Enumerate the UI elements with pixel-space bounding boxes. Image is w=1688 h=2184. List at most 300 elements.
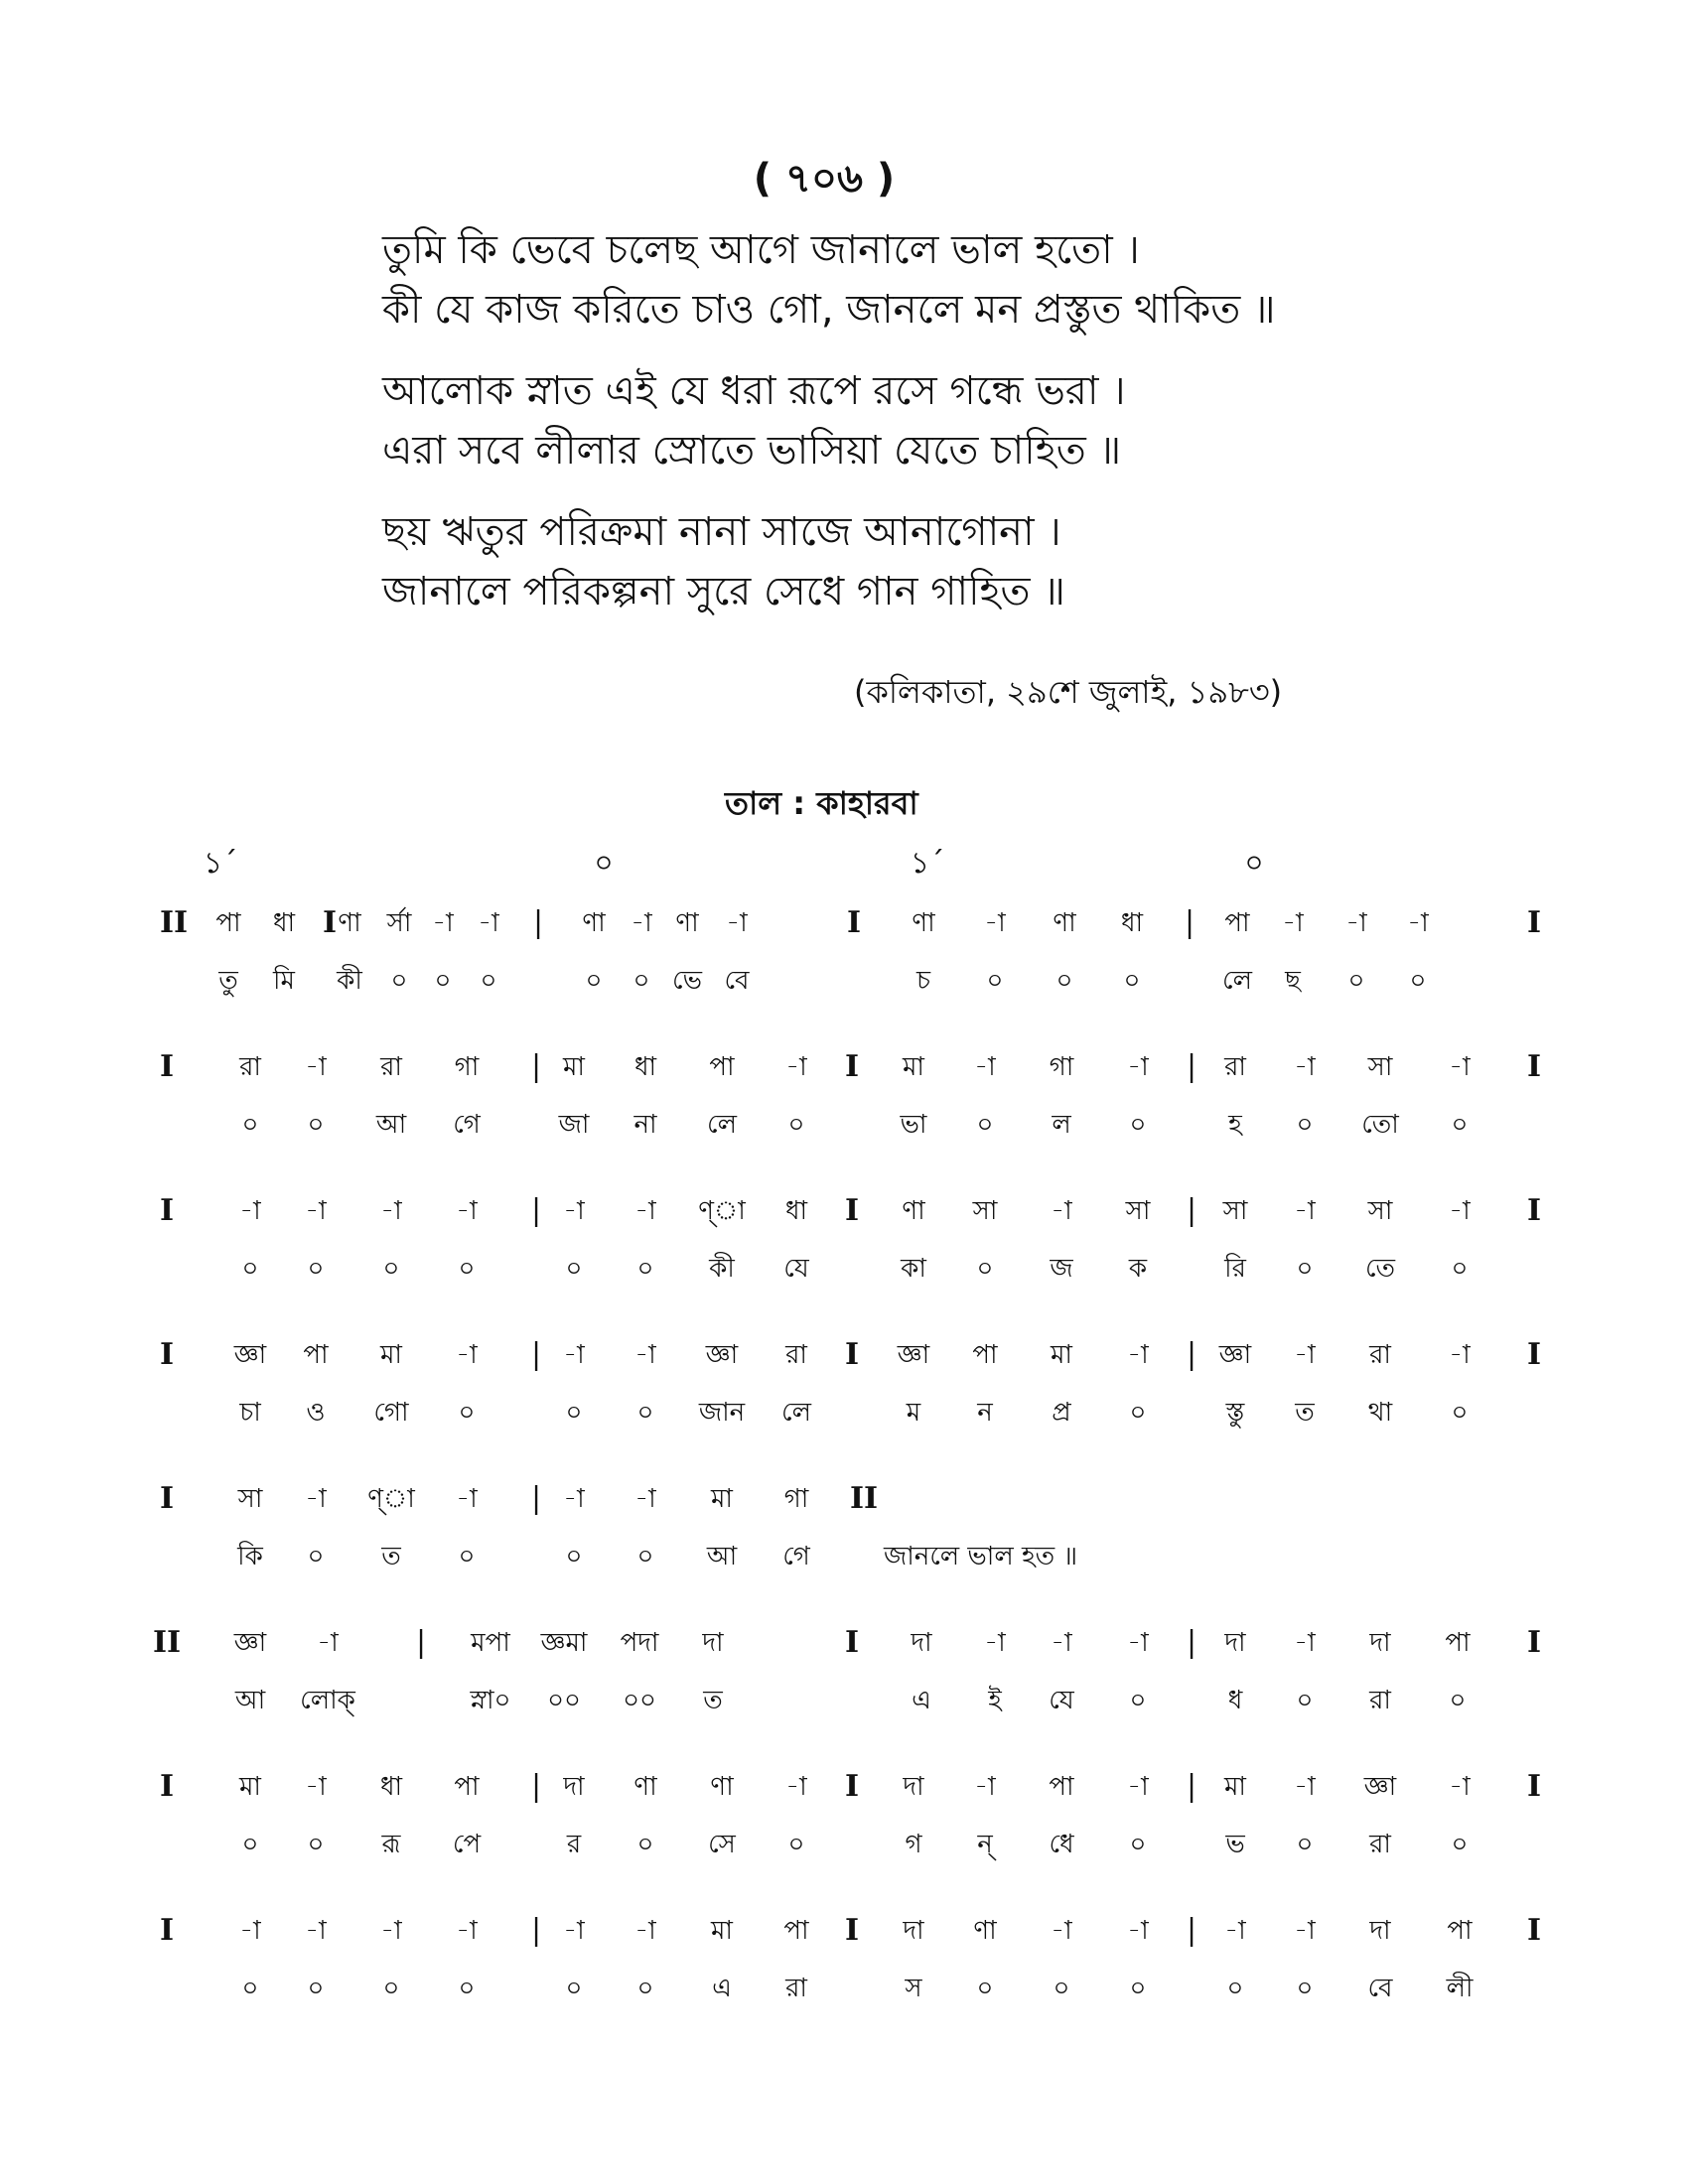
poem-line: জানালে পরিকল্পনা সুরে সেধে গান গাহিত ॥ [382,569,1065,614]
lyric-syllable: বে [724,966,750,996]
lyric-syllable: ০ [241,1830,259,1859]
swara-note: -া [380,1916,402,1946]
lyric-syllable: ০ [1296,1830,1314,1859]
swara-note: পা [783,1916,809,1946]
lyric-syllable: ছ [1285,966,1301,996]
swara-note: ণা [633,1772,657,1802]
lyric-row [0,956,1688,1014]
lyric-syllable: লে [1222,966,1252,996]
swara-note: দা [1369,1628,1391,1658]
swara-note: দা [1369,1916,1391,1946]
swara-note: দা [702,1628,724,1658]
lyric-syllable: পে [452,1830,482,1859]
swara-row [0,1186,1688,1244]
swara-note: -া [1294,1196,1316,1226]
swara-note: সা [1125,1196,1151,1226]
lyric-syllable: জান [698,1398,746,1428]
lyric-syllable: রি [1224,1254,1246,1284]
lyric-syllable: ০ [633,966,650,996]
lyric-syllable: ০ [307,1110,325,1140]
lyric-syllable: তু [218,966,238,996]
swara-note: সা [972,1196,998,1226]
swara-note: মা [380,1340,402,1370]
notation-block [0,1042,1688,1186]
lyric-syllable: ০ [1449,1686,1467,1715]
lyric-syllable: সে [708,1830,736,1859]
lyric-syllable: ম [906,1398,921,1428]
swara-note: মা [1051,1340,1072,1370]
beat-marker-row [0,839,1688,879]
lyric-syllable: ০ [976,1110,994,1140]
swara-note: -া [1449,1052,1471,1082]
notation-block [0,1330,1688,1474]
lyric-syllable: না [633,1110,657,1140]
swara-note: মা [1224,1772,1246,1802]
lyric-syllable: র [566,1830,582,1859]
bar-line: I [1526,1769,1542,1804]
bar-line: I [159,1769,175,1804]
lyric-syllable: ০ [565,1542,583,1571]
swara-row [0,1906,1688,1964]
swara-note: -া [239,1916,261,1946]
beat-marker-khali: ০ [1244,846,1264,881]
bar-line: I [159,1193,175,1228]
lyric-syllable: ০ [390,966,408,996]
swara-note: মা [239,1772,261,1802]
swara-note: রা [239,1052,261,1082]
lyric-syllable: বে [1367,1974,1393,2003]
lyric-syllable: যে [1049,1686,1074,1715]
lyric-row [0,1100,1688,1158]
lyric-syllable: ভা [900,1110,927,1140]
bar-line: I [844,1625,860,1660]
swara-note: -া [478,908,499,938]
swara-note: ণা [1053,908,1076,938]
swara-row [0,1042,1688,1100]
swara-note: -া [563,1916,585,1946]
notation-block [0,898,1688,1042]
swara-note: জ্ঞা [897,1340,930,1370]
bar-line: I [1526,1049,1542,1084]
lyric-row [0,1820,1688,1877]
lyric-syllable: রা [785,1974,807,2003]
swara-note: -া [785,1772,807,1802]
lyric-syllable: ০ [1129,1110,1147,1140]
swara-note: ণা [973,1916,997,1946]
swara-note: -া [631,908,652,938]
lyric-syllable: ০ [636,1830,654,1859]
swara-note: গা [1049,1052,1074,1082]
bar-line: I [1526,1913,1542,1948]
bar-line: I [844,1193,860,1228]
swara-note: -া [380,1196,402,1226]
swara-note: ণা [902,1196,925,1226]
swara-note: রা [380,1052,402,1082]
swara-note: -া [1294,1052,1316,1082]
swara-note: রা [1369,1340,1391,1370]
lyric-row [0,1244,1688,1301]
swara-note: জ্ঞা [233,1628,267,1658]
swara-note: পা [709,1052,735,1082]
swara-note: -া [1282,908,1304,938]
swara-note: পা [1224,908,1250,938]
lyric-syllable: ন [977,1398,993,1428]
stanza-1 [382,220,1524,340]
bar-line: I [844,1769,860,1804]
lyric-syllable: ০ [1129,1974,1147,2003]
lyric-syllable: ০ [1055,966,1073,996]
lyric-syllable: থা [1367,1398,1393,1428]
lyric-syllable: ০ [1347,966,1365,996]
poem-line: এরা সবে লীলার স্রোতে ভাসিয়া যেতে চাহিত ॥ [382,428,1122,474]
swara-note: পদা [620,1628,659,1658]
lyric-syllable: ০০ [623,1686,656,1715]
lyric-row [0,1388,1688,1445]
swara-note: ণা [710,1772,734,1802]
lyric-syllable: তো [1361,1110,1399,1140]
lyric-syllable: ০ [1409,966,1427,996]
dateline: (কলিকাতা, ২৯শে জুলাই, ১৯৮৩) [854,673,1283,711]
notation-block [0,1474,1688,1618]
lyric-syllable: ০ [1123,966,1141,996]
lyric-syllable: ভ [1225,1830,1245,1859]
lyric-syllable: ০ [458,1254,476,1284]
swara-note: ণা [912,908,935,938]
double-bar-line: II [152,1625,182,1660]
swara-note: -া [634,1340,656,1370]
lyric-syllable: ০ [458,1974,476,2003]
swara-note: ণা [582,908,606,938]
lyric-syllable: ০ [1226,1974,1244,2003]
lyric-syllable: যে [783,1254,809,1284]
lyric-syllable: ০ [480,966,497,996]
lyric-syllable: ০ [1451,1110,1469,1140]
beat-divider: | [530,1913,542,1948]
swara-note: জ্ঞা [705,1340,739,1370]
lyric-syllable: লে [781,1398,811,1428]
swara-note: -া [305,1916,327,1946]
lyric-syllable: আ [234,1686,266,1715]
lyric-syllable: ০ [458,1398,476,1428]
swara-note: -া [1294,1772,1316,1802]
lyric-syllable: ০ [1296,1254,1314,1284]
bar-line: I [322,905,338,940]
lyric-syllable: ০ [636,1254,654,1284]
beat-divider: | [1186,1913,1197,1948]
swara-note: -া [1407,908,1429,938]
poem-line: আলোক স্নাত এই যে ধরা রূপে রসে গন্ধে ভরা । [382,368,1126,414]
lyric-syllable: গে [782,1542,810,1571]
lyric-syllable: স্না০ [470,1686,511,1715]
swara-note: -া [974,1052,996,1082]
swara-note: জ্ঞা [1363,1772,1397,1802]
swara-note: -া [1051,1628,1072,1658]
bar-line: I [844,1337,860,1372]
beat-divider: | [1186,1625,1197,1660]
swara-note: ণ্‌া [698,1196,746,1226]
double-bar-line: II [159,905,189,940]
notation-table [0,898,1688,2050]
beat-marker-tali: ১´ [203,846,238,881]
beat-divider: | [1186,1193,1197,1228]
swara-note: -া [1294,1340,1316,1370]
swara-note: ণ্‌া [367,1484,415,1514]
swara-note: -া [456,1340,478,1370]
swara-note: -া [305,1196,327,1226]
swara-note: -া [1051,1916,1072,1946]
swara-note: -া [1127,1052,1149,1082]
swara-note: -া [726,908,748,938]
lyric-syllable: ০ [1129,1830,1147,1859]
lyric-syllable: লোক্‌ [300,1686,355,1715]
lyric-syllable: ০ [307,1974,325,2003]
swara-note: ণা [675,908,699,938]
beat-marker-tali: ১´ [910,846,945,881]
poem [382,220,1524,643]
swara-note: মা [563,1052,585,1082]
lyric-syllable: রূ [381,1830,401,1859]
lyric-syllable: ০ [565,1254,583,1284]
lyric-syllable: ০০ [547,1686,581,1715]
lyric-syllable: ত [381,1542,401,1571]
bar-line: I [159,1049,175,1084]
swara-note: -া [305,1052,327,1082]
swara-note: জ্ঞমা [540,1628,588,1658]
page-number: ( ৭০৬ ) [753,156,896,202]
swara-note: দা [1224,1628,1246,1658]
swara-note: মপা [471,1628,510,1658]
beat-divider: | [1184,905,1196,940]
beat-divider: | [415,1625,427,1660]
lyric-syllable: ০ [1129,1686,1147,1715]
beat-divider: | [530,1049,542,1084]
notation-block [0,1762,1688,1906]
lyric-syllable: গো [373,1398,409,1428]
swara-note: দা [903,1916,924,1946]
lyric-syllable: ০ [241,1254,259,1284]
lyric-syllable: কি [237,1542,263,1571]
swara-note: পা [1445,1628,1471,1658]
lyric-syllable: ধে [1049,1830,1074,1859]
swara-note: মা [711,1916,733,1946]
swara-note: -া [305,1484,327,1514]
poem-line: কী যে কাজ করিতে চাও গো, জানলে মন প্রস্তুত থাকিত ॥ [382,287,1276,333]
lyric-syllable: রা [1369,1686,1391,1715]
lyric-syllable: ০ [1451,1830,1469,1859]
swara-note: রা [1224,1052,1246,1082]
swara-row [0,1330,1688,1388]
beat-marker-khali: ০ [594,846,614,881]
swara-row [0,1762,1688,1820]
bar-line: I [159,1337,175,1372]
tala-heading: তাল : কাহারবা [725,784,918,822]
lyric-syllable: ০ [1451,1254,1469,1284]
lyric-syllable: ০ [636,1974,654,2003]
lyric-row [0,1964,1688,2021]
swara-note: সা [1367,1196,1393,1226]
lyric-syllable: ০ [636,1542,654,1571]
swara-note: র্সা [386,908,412,938]
lyric-syllable: ০ [1129,1398,1147,1428]
swara-row [0,898,1688,956]
lyric-syllable: ০ [434,966,452,996]
lyric-syllable: ভে [672,966,702,996]
lyric-syllable: গ [905,1830,922,1859]
swara-note: -া [305,1772,327,1802]
lyric-syllable: কী [709,1254,735,1284]
swara-note: সা [237,1484,263,1514]
swara-note: মা [711,1484,733,1514]
lyric-syllable: এ [912,1686,931,1715]
swara-note: -া [1449,1196,1471,1226]
lyric-syllable: ০ [1451,1398,1469,1428]
swara-note: গা [454,1052,480,1082]
swara-row [0,1618,1688,1676]
swara-note: পা [972,1340,998,1370]
beat-divider: | [1186,1337,1197,1372]
swara-note: গা [783,1484,809,1514]
lyric-syllable: ০ [787,1830,805,1859]
lyric-syllable: ০ [1296,1686,1314,1715]
swara-note: ধা [272,908,296,938]
beat-divider: | [1186,1769,1197,1804]
lyric-syllable: ক [1128,1254,1148,1284]
swara-note: -া [1224,1916,1246,1946]
swara-note: -া [1127,1628,1149,1658]
poem-line: ছয় ঋতুর পরিক্রমা নানা সাজে আনাগোনা । [382,509,1061,555]
swara-note: -া [634,1196,656,1226]
swara-note: -া [563,1484,585,1514]
swara-note: -া [1294,1628,1316,1658]
swara-note: -া [239,1196,261,1226]
swara-note: -া [317,1628,339,1658]
lyric-syllable: ০ [976,1974,994,2003]
lyric-syllable: ল [1052,1110,1071,1140]
lyric-syllable: রা [1369,1830,1391,1859]
swara-note: -া [563,1340,585,1370]
lyric-syllable: আ [375,1110,407,1140]
lyric-syllable: ধ [1227,1686,1243,1715]
lyric-syllable: কা [901,1254,926,1284]
swara-note: -া [1127,1772,1149,1802]
lyric-row [0,1532,1688,1589]
lyric-syllable: ত [1295,1398,1315,1428]
lyric-syllable: ০ [382,1254,400,1284]
beat-divider: | [530,1481,542,1516]
lyric-syllable: এ [712,1974,732,2003]
swara-note: -া [1051,1196,1072,1226]
lyric-syllable: কী [337,966,362,996]
lyric-syllable: ও [306,1398,326,1428]
swara-note: -া [974,1772,996,1802]
swara-note: পা [454,1772,480,1802]
bar-line: I [846,905,862,940]
notation-block [0,1618,1688,1762]
lyric-syllable: ০ [241,1974,259,2003]
lyric-syllable: চা [239,1398,261,1428]
swara-note: -া [432,908,454,938]
lyric-syllable: ০ [585,966,603,996]
lyric-syllable: ০ [986,966,1004,996]
swara-note: -া [984,908,1006,938]
lyric-syllable: ০ [976,1254,994,1284]
double-bar-line: II [849,1481,879,1516]
bar-line: I [844,1913,860,1948]
notation-block [0,1186,1688,1330]
lyric-syllable: ০ [787,1110,805,1140]
swara-note: -া [1449,1340,1471,1370]
stanza-3 [382,502,1524,621]
lyric-syllable: স [905,1974,922,2003]
swara-note: -া [456,1484,478,1514]
swara-note: -া [1345,908,1367,938]
lyric-syllable: ন্‌ [977,1830,993,1859]
lyric-syllable: ত [703,1686,723,1715]
lyric-syllable: ০ [382,1974,400,2003]
bar-line: I [159,1913,175,1948]
swara-note: -া [1294,1916,1316,1946]
lyric-syllable: ০ [307,1542,325,1571]
lyric-syllable: প্র [1052,1398,1071,1428]
bar-line: I [844,1049,860,1084]
lyric-syllable: মি [273,966,295,996]
swara-note: রা [785,1340,807,1370]
lyric-syllable: ০ [307,1254,325,1284]
bar-line: I [1526,1625,1542,1660]
swara-note: ধা [1120,908,1144,938]
swara-note: ধা [379,1772,403,1802]
swara-note: সা [1367,1052,1393,1082]
lyric-syllable: তে [1364,1254,1396,1284]
lyric-syllable: ০ [1296,1110,1314,1140]
poem-line: তুমি কি ভেবে চলেছ আগে জানালে ভাল হতো । [382,227,1140,273]
beat-divider: | [530,1193,542,1228]
swara-note: পা [215,908,241,938]
lyric-syllable: জা [558,1110,590,1140]
lyric-row [0,1676,1688,1733]
swara-note: -া [634,1484,656,1514]
lyric-syllable: হ [1228,1110,1242,1140]
lyric-syllable: জ [1050,1254,1073,1284]
swara-note: -া [984,1628,1006,1658]
lyric-syllable: লী [1446,1974,1474,2003]
lyric-syllable: ০ [241,1110,259,1140]
lyric-syllable: চ [915,966,931,996]
swara-note: জ্ঞা [233,1340,267,1370]
swara-row [0,1474,1688,1532]
swara-note: -া [1127,1340,1149,1370]
swara-note: দা [911,1628,932,1658]
lyric-syllable: ০ [307,1830,325,1859]
lyric-syllable: ০ [458,1542,476,1571]
swara-note: দা [903,1772,924,1802]
lyric-syllable: ০ [565,1398,583,1428]
swara-note: ধা [784,1196,808,1226]
beat-divider: | [530,1337,542,1372]
swara-note: -া [456,1196,478,1226]
swara-note: ধা [633,1052,657,1082]
beat-divider: | [1186,1049,1197,1084]
swara-note: -া [785,1052,807,1082]
beat-divider: | [532,905,544,940]
lyric-tail: জানলে ভাল হত ॥ [884,1542,1078,1571]
lyric-syllable: ০ [1296,1974,1314,2003]
lyric-syllable: ই [988,1686,1002,1715]
swara-note: দা [563,1772,585,1802]
swara-note: -া [1127,1916,1149,1946]
lyric-syllable: আ [706,1542,738,1571]
bar-line: I [1526,905,1542,940]
